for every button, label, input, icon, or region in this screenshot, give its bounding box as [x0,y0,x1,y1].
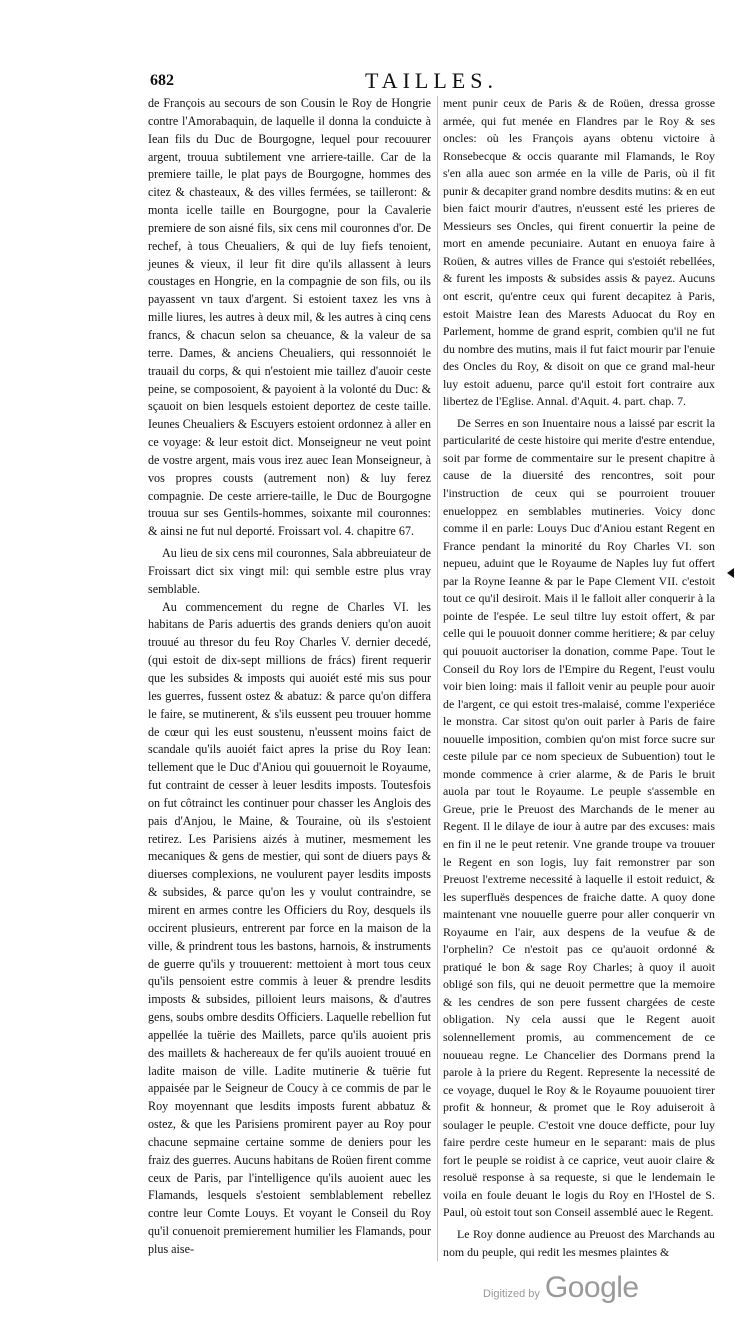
right-paragraph-2: De Serres en son Inuentaire nous a laissé par escrit la particularité de ceste histoire qui merite d'estre entendue, soit par forme de commentaire sur le present chapitre à cause de la diuersité des rencontres, soit pour l'instruction de ceux qui se pourroient trouuer enueloppez en semblables mutineries. Voicy donc comme il en parle: Louys Duc d'Aniou estant Regent en France pendant la minorité du Roy Charles VI. son nepueu, aduint que le Royaume de Naples luy fut offert par la Royne Ieanne & par le Pape Clement VII. c'estoit tout ce qu'il desiroit. Mais il le falloit aller conquerir à la pointe de l'espée. Le seul tiltre luy estoit offert, & par celle qui le pouuoit donner comme heritiere; & par celuy qui pouuoit auctoriser la donation, comme Pape. Tout le Conseil du Roy lors de l'Empire du Regent, l'eust voulu voir bien loing: mais il falloit venir au peuple pour auoir de l'argent, ce qui estoit tres-malaisé, comme l'experiéce le monstra. Car sitost qu'on ouit parler à Paris de faire nouuelle imposition, combien qu'on mist force sucre sur ceste pilule par ce nom specieux de Subuention) tout le monde commence à crier alarme, & de Paris le bruit auola par tout le Royaume. Le peuple s'assemble en Greue, prie le Preuost des Marchands de le mener au Regent. Il le dilaye de iour à autre par des excuses: mais en fin il ne le peut retenir. Vne grande troupe va trouuer le Regent en son logis, luy fait remonstrer par son Preuost l'extreme necessité à laquelle il estoit reduict, & les superfluës despences de fraiche datte. A quoy done maintenant vne nouuelle guerre pour aller conquerir vn Royaume en l'air, aux despens de la veufue & de l'orphelin? Ce n'estoit pas ce qu'auoit ordonné & pratiqué le bon & sage Roy Charles; à quoy il auoit obligé son fils, qui ne deuoit permettre que la memoire & les cendres de son pere fussent chargées de ceste obligation. Ny cela aussi que le Regent auoit solennellement promis, au commencement de ce nouueau regne. Le Chancelier des Dormans prend la parole à la priere du Regent. Represente la necessité de ce voyage, duquel le Roy & le Royaume pouuoient tirer profit & honneur, & promet que le Roy aduiseroit à soulager le peuple. C'estoit vne douce defficte, pour luy faire perdre ceste humeur en le separant: mais de plus fort le peuple se roidist à ce caprice, veut auoir claire & resoluë response à sa requeste, si que le lendemain le voila en foule deuant le logis du Roy en l'Hostel de S. Paul, où estoit tout son Conseil assemblé auec le Regent. [443,415,715,1220]
page-number: 682 [150,72,174,89]
google-logo: Google [544,1271,639,1304]
left-column [148,95,431,1259]
running-title: TAILLES. [365,68,498,93]
digitized-label: Digitized by [483,1288,540,1300]
right-paragraph-3: Le Roy donne audience au Preuost des Marchands au nom du peuple, qui redit les mesmes plaintes & [443,1227,715,1259]
right-paragraph-1: ment punir ceux de Paris & de Roüen, dressa grosse armée, qui fut menée en Flandres par le Roy & ses oncles: où les François ayans obtenu victoire à Ronsebecque & occis quarante mil Flamands, le Roy s'en alla auec son armée en la ville de Paris, où il fit punir & decapiter grand nombre desdits mutins: & en eut bien faict mourir d'autres, n'eussent esté les prieres de Messieurs ses Oncles, qui firent conuertir la peine de mort en amende pecuniaire. Autant en enuoya faire à Roüen, & autres villes de France qui s'estoiét rebellées, & furent les imposts & subsides assis & payez. Aucuns ont escrit, qu'entre ceux qui furent decapitez à Paris, estoit Maistre Iean des Marests Aduocat du Roy en Parlement, homme de grand esprit, combien qu'il ne fut du nombre des mutins, mais il fut faict mourir par l'enuie des Oncles du Roy, & disoit on que ce grand mal-heur luy estoit aduenu, parce qu'il estoit fort contraire aux libertez de l'Eglise. Annal. d'Aquit. 4. part. chap. 7. [443,96,715,409]
left-paragraph-1: de François au secours de son Cousin le Roy de Hongrie contre l'Amorabaquin, de laquelle il donna la conduicte à Iean fils du Duc de Bourgogne, lequel pour recouurer argent, trouua subtilement vne arriere-taille. Car de la premiere taille, le plat pays de Bourgogne, hommes des citez & chasteaux, & des villes fermées, se tailleront: & monta icelle taille en Bourgogne, pour la Cavalerie premiere de son aisné fils, six cens mil couronnes d'or. De rechef, à tous Cheualiers, & qui de luy fiefs tenoient, jeunes & vieux, il leur fit dire qu'ils allassent à leurs coustages en Hongrie, en la compagnie de son fils, ou ils payassent vn taux d'argent. Si estoient taxez les vns à mille liures, les autres à deux mil, & les autres à cinq cens francs, & chacun selon sa cheuance, & la valeur de sa terre. Dames, & anciens Cheualiers, qui ressonnoiét le trauail du corps, & qui n'estoient mie taillez d'auoir ceste peine, se composoient, & payoient à la volonté du Duc: & sçauoit on bien lesquels estoient deportez de ceste taille. Ieunes Cheualiers & Escuyers estoient ordonnez à aller en ce voyage: & leur estoit dict. Monseigneur ne veut point de vostre argent, mais vous irez auec Iean Monseigneur, à vos propres cousts (autrement non) & luy ferez compagnie. De ceste arriere-taille, le Duc de Bourgogne trouua sur ses Gentils-hommes, soixante mil couronnes: & ainsi ne fut nul deporté. Froissart vol. 4. chapitre 67. [148,96,431,539]
digitized-watermark [483,1271,639,1305]
left-paragraph-2: Au lieu de six cens mil couronnes, Sala abbreuiateur de Froissart dict six vingt mil: qui semble estre plus vray semblable. [148,546,431,596]
left-paragraph-3: Au commencement du regne de Charles VI. les habitans de Paris aduertis des grands deniers qu'on auoit trouué au thresor du feu Roy Charles V. dernier decedé, (qui estoit de dix-sept millions de frács) firent requerir que les subsides & imposts qui auoiét esté mis sus pour les guerres, fussent ostez & abatuz: & parce qu'on differa le faire, se mutinerent, & s'ils eussent peu trouuer homme de cœur qui les eust soustenu, n'eussent moins faict de scandale qu'ils auoiét faict apres la prise du Roy Iean: tellement que le Duc d'Aniou qui gouuernoit le Royaume, fut contraint de cesser à leuer lesdits imposts. Toutesfois on fut côtrainct les continuer pour chasser les Anglois des pais d'Anjou, le Maine, & Touraine, où ils s'estoient retirez. Les Parisiens aizés à mutiner, mesmement les mecaniques & gens de mestier, qui sont de diuers pays & diuerses complexions, ne voulurent payer lesdits imposts & subsides, & parce qu'on les y voulut contraindre, se mirent en armes contre les Officiers du Roy, desquels ils occirent plusieurs, entrerent par force en la maison de la ville, & prindrent tous les bastons, harnois, & instruments de guerre qu'ils y trouuerent: mettoient à mort tous ceux qu'ils pensoient estre commis à leuer & prendre lesdits imposts & subsides, pilloient leurs maisons, & d'autres gens, soubs ombre desdits Officiers. Laquelle rebellion fut appellée la tuërie des Maillets, parce qu'ils auoient pris des maillets & hachereaux de fer qu'ils auoient trouué en ladite maison de ville. Ladite mutinerie & tuërie fut appaisée par le Seigneur de Coucy à ce commis de par le Roy moyennant que lesdits imposts furent abbatuz & ostez, & que les Parisiens promirent payer au Roy pour chacune sepmaine certaine somme de deniers pour les fraiz des guerres. Aucuns habitans de Roüen firent comme ceux de Paris, par l'intelligence qu'ils auoient auec les Flamands, lesquels s'estoient semblablement rebellez contre leur Comte Louys. Et voyant le Conseil du Roy qu'il conuenoit premierement humilier les Flamands, pour plus aise- [148,599,431,1256]
column-divider [437,96,438,1261]
right-column [443,95,715,1261]
margin-pointer-icon [727,568,734,578]
